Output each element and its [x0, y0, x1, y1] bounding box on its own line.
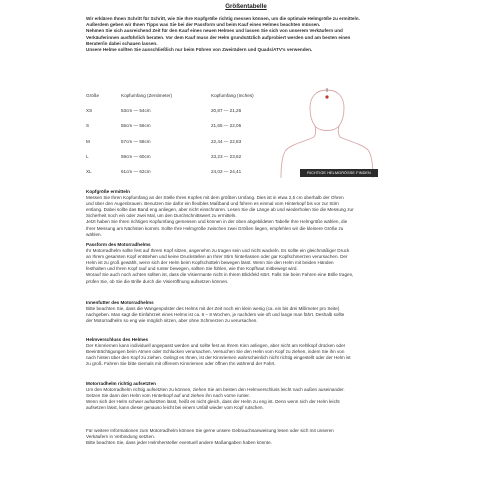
cm-cell: 59cm — 60cm	[121, 154, 151, 160]
section-heading: Helmverschluss des Helmes	[86, 337, 149, 342]
section-line: Setzen Sie dann den Helm vom Hinterkopf auf und ziehen ihn nach vorne runter.	[86, 393, 250, 399]
size-cell: L	[86, 154, 89, 160]
section-line: Beeinträchtigungen beim Atmen oder Schlucken verursachen. Versuchen Sie den Helm vom Kopf zu ziehen, indem Sie ihn von	[86, 349, 345, 355]
section-line: der Motorradhelm so eng wie möglich sitzen, aber ohne Schmerzen zu verursachen.	[86, 318, 258, 324]
intro-line: Unsere Helme sollten Sie ausschließlich nur beim Führen von Zweirädern und Quads/ATV's verwenden.	[86, 47, 313, 53]
section-head-size	[86, 189, 416, 238]
section-line: Ihr Motorradhelm sollte fest auf Ihrem Kopf sitzen, angenehm zu tragen sein und nicht wackeln. Es sollte ein gleichmäßiger Druck	[86, 248, 350, 254]
section-lining	[86, 300, 416, 324]
section-line: und über den Augenbrauen. Benutzen Sie dafür ein flexibles Maßband und führen es einmal vom Hinterkopf bis vor zur Stirn	[86, 201, 339, 207]
section-heading: Passform des Motorradhelms	[86, 242, 151, 247]
section-line: wählen.	[86, 231, 102, 237]
inch-cell: 23,23 — 23,62	[211, 154, 242, 160]
section-line: Sicherheit noch ein oder zwei Mal, um den Durchschnittswert zu ermitteln.	[86, 213, 237, 219]
section-line: Verkäufern in Verbindung setzten.	[86, 434, 155, 440]
section-line: Ihrer Messung am Nächsten kommt. Sollte Ihre Helmgröße zwischen zwei Größen liegen, empfehlen wir die kleinere Größe zu	[86, 225, 344, 231]
section-putting-on	[86, 381, 416, 411]
inch-cell: 20,87 — 21,26	[211, 108, 242, 114]
cm-cell: 55cm — 56cm	[121, 123, 151, 129]
section-line: Bitte beachten Sie, dass jeder Helmhersteller eventuell andere Maßangaben haben könnte.	[86, 440, 272, 446]
inch-cell: 24,02 — 24,41	[211, 169, 242, 175]
inch-cell: 21,65 — 22,05	[211, 123, 242, 129]
section-line: Worauf Sie auch noch achten sollten ist, dass die Visiermante nicht in Ihrem Blickfeld stört. Falls Sie beim Fahren eine Brille tragen,	[86, 272, 354, 278]
section-line: aufsetzen lässt, kann dieser genauso leicht bei einem Unfall wieder vom Kopf rutschen.	[86, 405, 264, 411]
section-line: nachgeben. Man sagt die Einfahrzeit eines Helms ist ca. 6 – 8 Wochen, je nachdem wie oft und lange man fährt. Deshalb sollte	[86, 312, 345, 318]
section-line: Der Kinnriemen kann individuell angepasst werden und sollte fest an Ihrem Kinn anliegen, aber nicht am Kehlkopf drücken oder	[86, 343, 346, 349]
section-line: Helm ist zu groß gewählt, wenn sich der Helm beim Kopfschütteln bewegen lässt. Wenn Sie den Helm mit beiden Händen	[86, 260, 334, 266]
intro-text	[86, 16, 416, 53]
section-line: Messen Sie Ihren Kopfumfang an der Stelle Ihres Kopfes mit dem größten Umfang. Dies ist in etwa 2,5 cm oberhalb der Ohren	[86, 195, 344, 201]
section-fit	[86, 242, 416, 285]
size-cell: XL	[86, 169, 92, 175]
section-closure	[86, 337, 416, 367]
section-line: entlang. Dabei sollte das Band eng anliegen, aber nicht einschnüren. Lesen Sie die Länge ab und wiederholen Sie die Messung zur	[86, 207, 354, 213]
size-cell: S	[86, 123, 90, 129]
section-line: zu groß. Fahren Sie bitte niemals mit offenem Kinnriemen oder öffnen Ihn während der Fahrt.	[86, 361, 276, 367]
head-silhouette	[281, 90, 373, 178]
intro-line: Außerdem geben wir Ihnen Tipps was Sie bei der Passform und beim Kauf eines Helmes beachten müssen.	[86, 22, 321, 28]
head-measure-figure	[268, 86, 386, 178]
page-title: Größentabelle	[225, 3, 267, 10]
section-line: nach hinten über den Kopf zu ziehen. Gelingt es Ihnen, ist der Kinnriemen wahrscheinlich nicht richtig eingestellt oder der Helm ist	[86, 355, 351, 361]
size-table-header	[86, 93, 291, 103]
table-row	[86, 118, 291, 133]
table-row	[86, 134, 291, 149]
figure-caption: RICHTIGE HELMGRÖSSE FINDEN	[300, 169, 378, 177]
size-cell: M	[86, 138, 90, 144]
section-line: Um den Motorradhelm richtig aufsetzten zu können, ziehen Sie am besten den Helmverschluss leicht nach außen auseinander.	[86, 387, 345, 393]
size-cell: XS	[86, 108, 93, 114]
section-line: an Ihrem gesamten Kopf entstehen und keine Druckstellen an Ihrer Stirn hinterlassen oder gar Kopfschmerzen verursachen. Der	[86, 254, 348, 260]
cm-cell: 53cm — 54cm	[121, 108, 151, 114]
intro-line: Berater/in dabei schauen lassen.	[86, 40, 158, 46]
inch-cell: 22,44 — 22,83	[211, 138, 242, 144]
section-line: Jetzt haben Sie Ihren richtigen Kopfumfang gemessen und können in der oben abgebildeten Tabelle Ihre Helmgröße wählen, die	[86, 219, 348, 225]
section-line: prüfen Sie, ob Sie die Brille durch die Visieröffnung aufsetzen können.	[86, 278, 229, 284]
intro-line: Verkäuferinnen ausführlich beraten. Vor dem Kauf muss der Helm grundsätzlich aufprobiert werden und am besten einen	[86, 34, 351, 40]
section-heading: Kopfgröße ermitteln	[86, 189, 130, 194]
measure-point-icon	[325, 95, 328, 98]
table-row	[86, 103, 291, 118]
size-table	[86, 93, 291, 179]
cm-cell: 57cm — 58cm	[121, 138, 151, 144]
section-line: Wenn sich der Helm schwer aufsetzten lässt, heißt es nicht gleich, dass der Helm zu eng ist. Denn wenn sich der Helm leicht	[86, 399, 340, 405]
header-cm: Kopfumfang (Zentimeter)	[121, 93, 173, 98]
intro-line: Nehmen Sie sich ausreichend Zeit für den Kauf eines neuen Helmes und lassen Sie sich von unserem Verkäufern und	[86, 28, 343, 34]
table-row	[86, 164, 291, 179]
section-line: festhalten und Ihren Kopf rauf und runter bewegen, sollten Sie fühlen, wie Ihre Kopfhaut mitbewegt wird.	[86, 266, 298, 272]
table-row	[86, 149, 291, 164]
cm-cell: 61cm — 62cm	[121, 169, 151, 175]
header-size: Größe	[86, 93, 100, 98]
section-more-info	[86, 428, 416, 446]
intro-line: Wir erklären Ihnen Schritt für Schritt, wie Sie Ihre Kopfgröße richtig messen können, um die optimale Helmgröße zu ermitteln.	[86, 16, 360, 21]
header-inches: Kopfumfang (Inches)	[211, 93, 254, 98]
section-heading: Motorradhelm richtig aufsetzten	[86, 381, 156, 386]
section-heading: Innenfutter des Motorradhelms	[86, 300, 154, 305]
section-line: Für weitere Informationen zum Motorradhelm können Sie gerne unsere Gebrauchsanweisung lesen oder sich mit unseren	[86, 428, 334, 433]
section-line: Bitte beachten Sie, dass die Wangenpolster des Helms mit der Zeit noch ein klein wenig (ca. ein bis drei Millimeter pro Seite)	[86, 306, 340, 312]
